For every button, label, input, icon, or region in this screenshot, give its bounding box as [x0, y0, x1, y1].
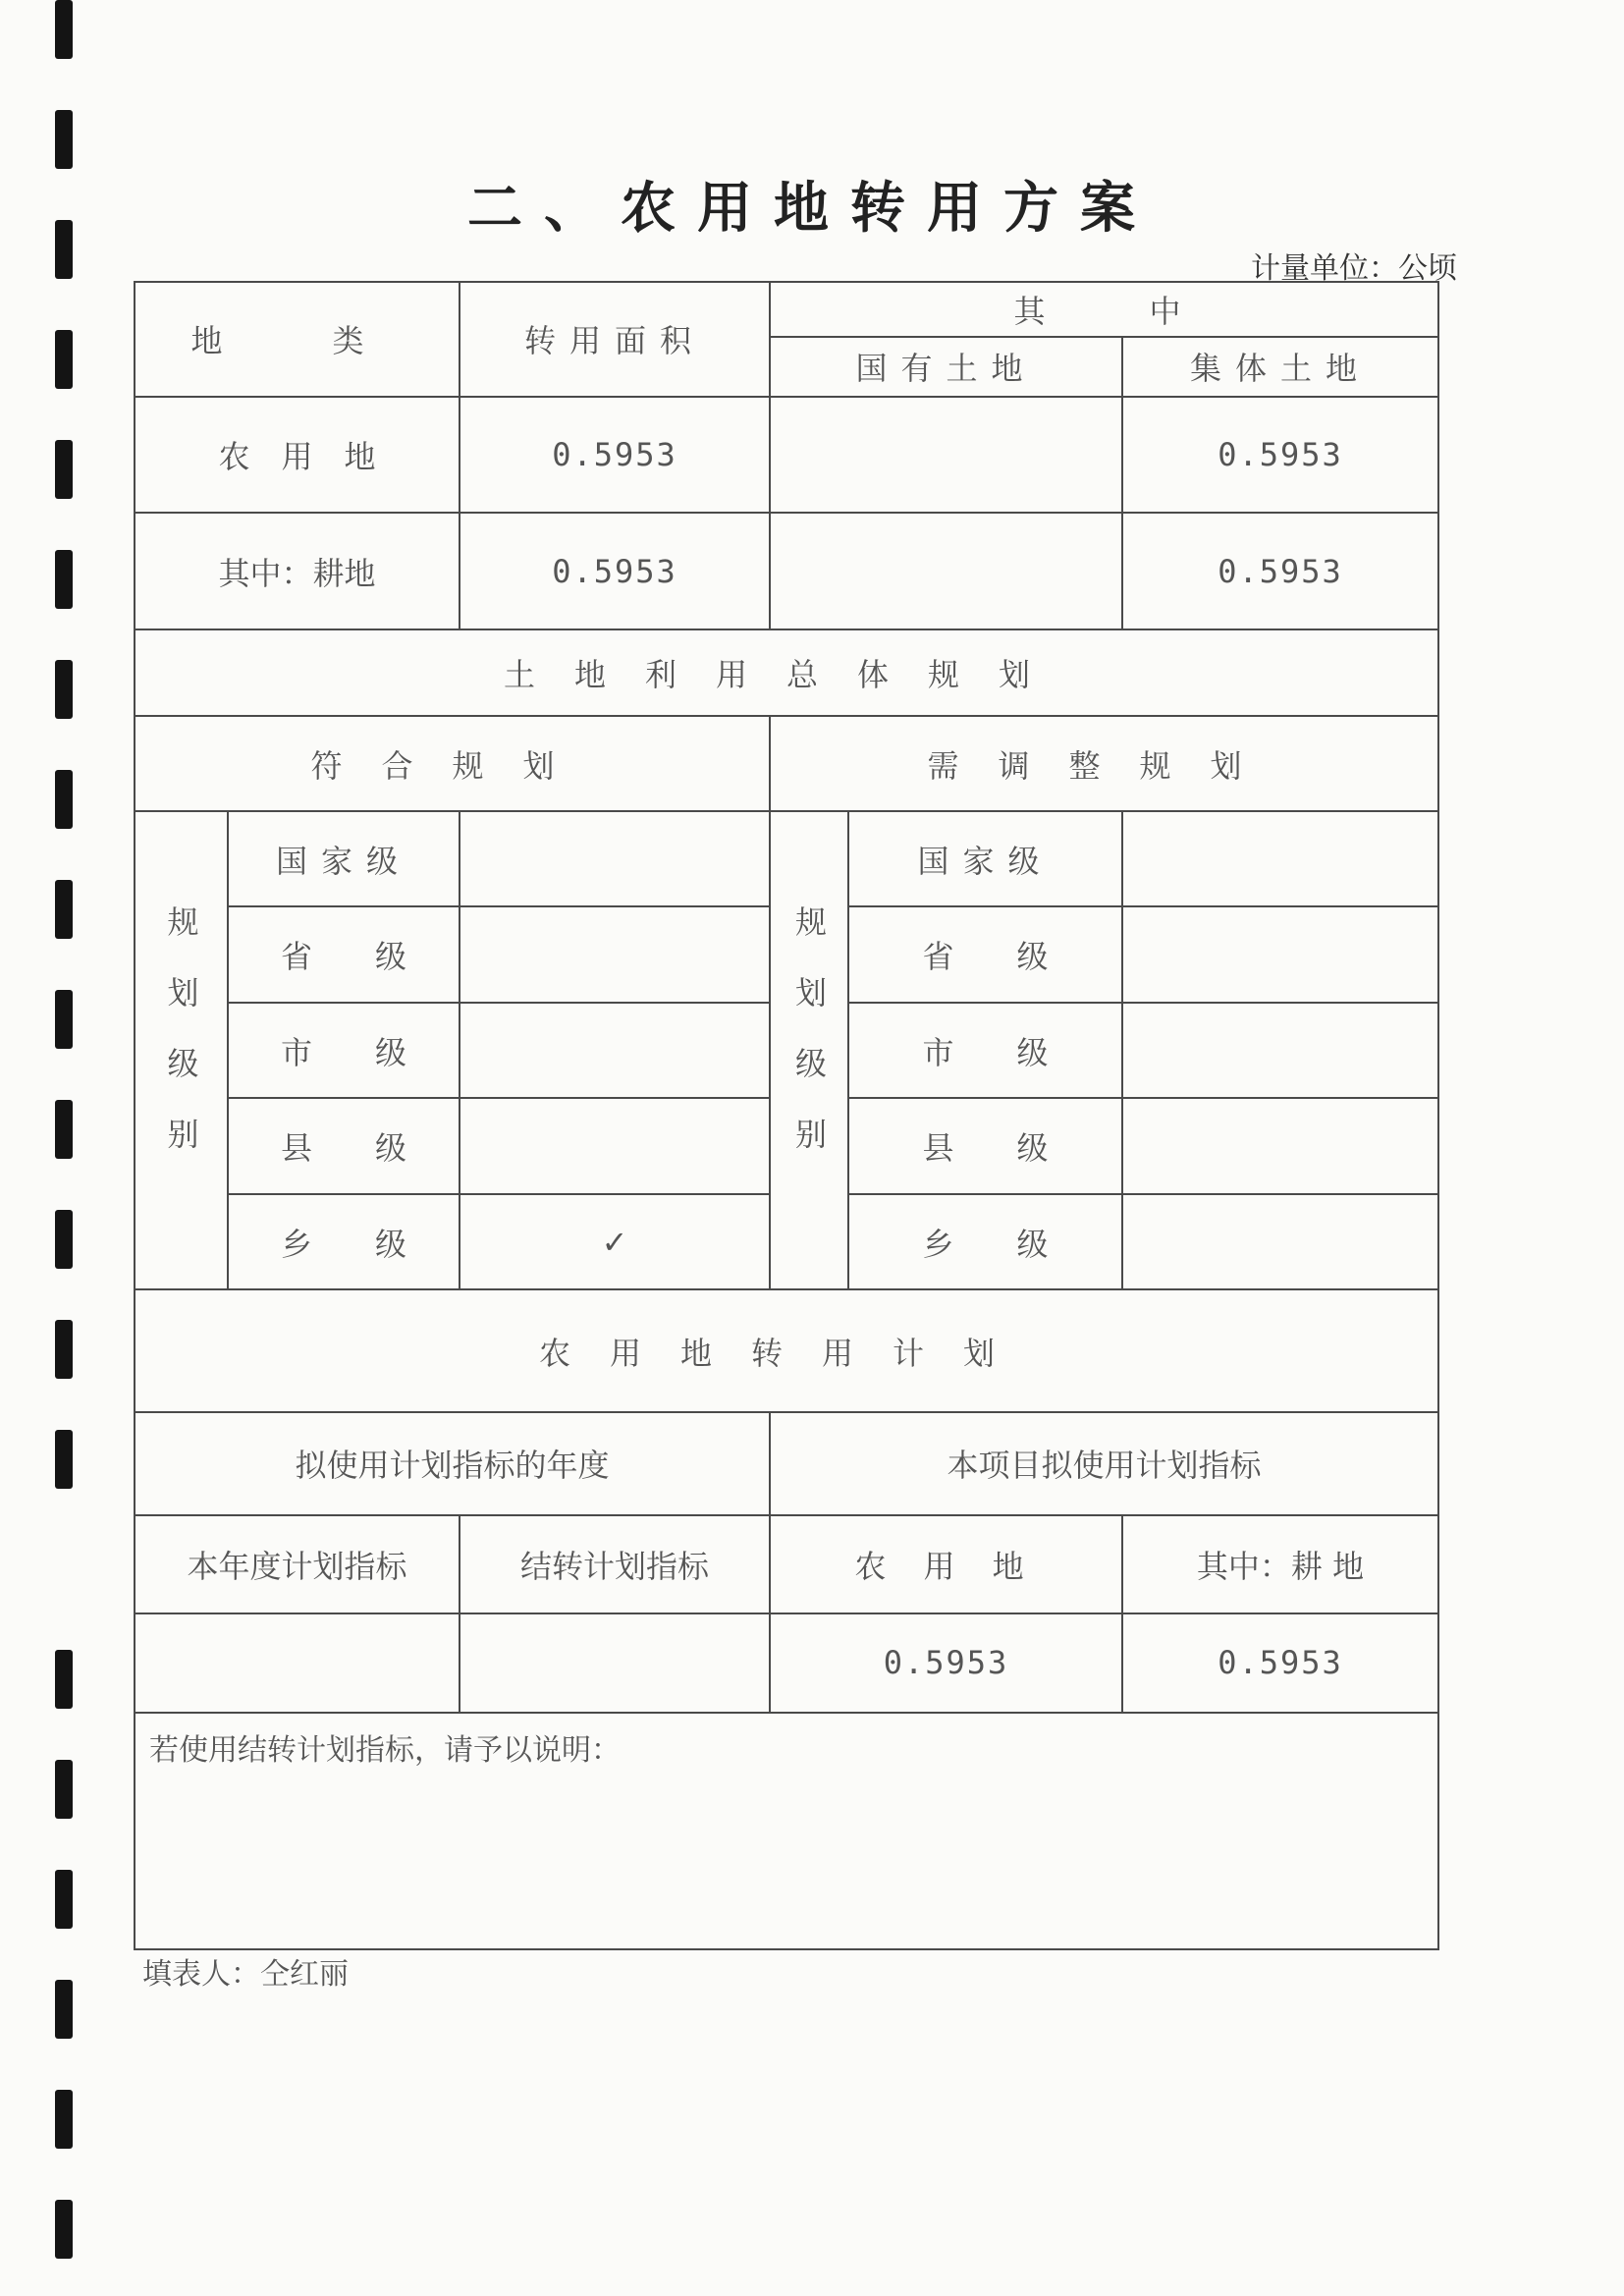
planned-year-heading: 拟使用计划指标的年度 — [135, 1412, 770, 1515]
level-name-province-right: 省 级 — [848, 906, 1122, 1003]
row-label-cultivated: 其中：耕地 — [135, 513, 460, 629]
carryover-note: 若使用结转计划指标，请予以说明： — [135, 1713, 1438, 1949]
carryover-quota-value — [460, 1613, 770, 1713]
cell-cultivated-collective: 0.5953 — [1122, 513, 1438, 629]
conversion-plan-table — [134, 281, 1439, 1950]
conform-mark-township: ✓ — [460, 1194, 770, 1290]
conform-mark-county — [460, 1098, 770, 1194]
adjust-mark-province — [1122, 906, 1438, 1003]
farmland-quota-value: 0.5953 — [770, 1613, 1122, 1713]
adjust-mark-township — [1122, 1194, 1438, 1290]
current-year-quota-value — [135, 1613, 460, 1713]
header-collective-land: 集体土地 — [1122, 337, 1438, 396]
level-name-township-left: 乡 级 — [228, 1194, 460, 1290]
conforms-heading: 符合规划 — [135, 716, 770, 811]
cultivated-quota-label: 其中：耕 地 — [1122, 1515, 1438, 1614]
unit-label: 计量单位：公顷 — [1251, 251, 1457, 286]
conform-mark-city — [460, 1003, 770, 1099]
header-converted-area: 转用面积 — [460, 282, 770, 397]
cell-farmland-area: 0.5953 — [460, 397, 770, 514]
project-quota-heading: 本项目拟使用计划指标 — [770, 1412, 1438, 1515]
needs-adjust-heading: 需调整规划 — [770, 716, 1438, 811]
level-name-county-left: 县 级 — [228, 1098, 460, 1194]
conform-mark-province — [460, 906, 770, 1003]
level-name-national-left: 国家级 — [228, 811, 460, 907]
conversion-plan-heading: 农用地转用计划 — [135, 1289, 1438, 1412]
conform-mark-national — [460, 811, 770, 907]
cell-cultivated-state — [770, 513, 1122, 629]
farmland-quota-label: 农 用 地 — [770, 1515, 1122, 1614]
binding-holes — [55, 0, 77, 2296]
current-year-quota-label: 本年度计划指标 — [135, 1515, 460, 1614]
adjust-mark-city — [1122, 1003, 1438, 1099]
header-land-type: 地 类 — [135, 282, 460, 397]
carryover-quota-label: 结转计划指标 — [460, 1515, 770, 1614]
level-name-county-right: 县 级 — [848, 1098, 1122, 1194]
overall-plan-heading: 土地利用总体规划 — [135, 629, 1438, 716]
header-state-land: 国有土地 — [770, 337, 1122, 396]
cell-cultivated-area: 0.5953 — [460, 513, 770, 629]
level-name-city-left: 市 级 — [228, 1003, 460, 1099]
adjust-mark-national — [1122, 811, 1438, 907]
level-name-township-right: 乡 级 — [848, 1194, 1122, 1290]
header-of-which: 其 中 — [770, 282, 1438, 337]
filled-by: 填表人：仝红丽 — [142, 1957, 349, 1992]
row-label-farmland: 农 用 地 — [135, 397, 460, 514]
plan-level-label-right: 规划级别 — [770, 811, 848, 1290]
level-name-national-right: 国家级 — [848, 811, 1122, 907]
adjust-mark-county — [1122, 1098, 1438, 1194]
cell-farmland-collective: 0.5953 — [1122, 397, 1438, 514]
page-title: 二、农用地转用方案 — [467, 177, 1157, 241]
cultivated-quota-value: 0.5953 — [1122, 1613, 1438, 1713]
level-name-province-left: 省 级 — [228, 906, 460, 1003]
cell-farmland-state — [770, 397, 1122, 514]
level-name-city-right: 市 级 — [848, 1003, 1122, 1099]
plan-level-label-left: 规划级别 — [135, 811, 228, 1290]
